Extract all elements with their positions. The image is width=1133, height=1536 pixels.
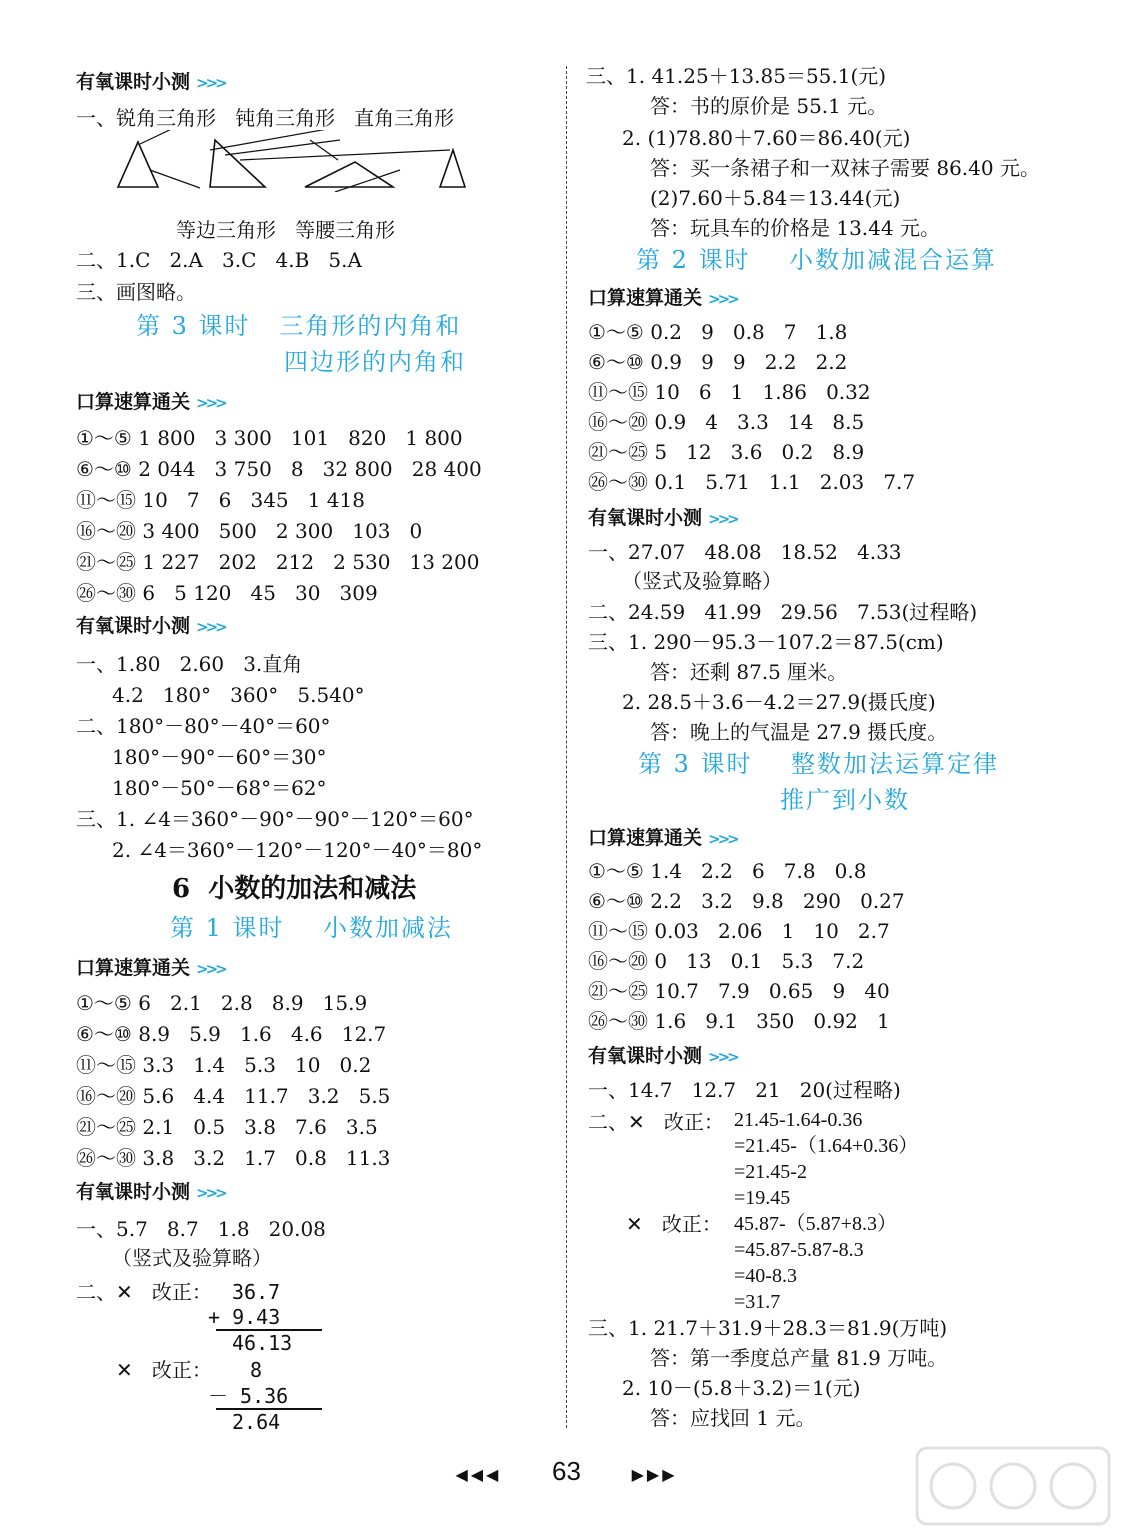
match-line xyxy=(140,130,180,144)
answer-line: ①～⑤ 0.2 9 0.8 7 1.8 xyxy=(588,320,848,344)
section-heading: 有氧课时小测 >>> xyxy=(76,1181,225,1203)
answer-line: 一、锐角三角形 钝角三角形 直角三角形 xyxy=(76,106,455,130)
section-heading: 口算速算通关 >>> xyxy=(588,287,737,309)
answer-line: 二、24.59 41.99 29.56 7.53(过程略) xyxy=(588,600,978,624)
lesson-title: 推广到小数 xyxy=(780,786,910,814)
section-heading: 有氧课时小测 >>> xyxy=(588,507,737,529)
answer-line: ㉖～㉚ 0.1 5.71 1.1 2.03 7.7 xyxy=(588,470,916,494)
answer-line: ㉑～㉕ 10.7 7.9 0.65 9 40 xyxy=(588,979,890,1003)
double-arrow-icon: >>> xyxy=(196,618,225,636)
vertical-calc-line: 36.7 xyxy=(232,1280,281,1304)
answer-line: ⑯～⑳ 0 13 0.1 5.3 7.2 xyxy=(588,949,865,973)
answer-line: ⑯～⑳ 0.9 4 3.3 14 8.5 xyxy=(588,410,865,434)
double-arrow-icon: >>> xyxy=(196,74,225,92)
calc-step: =31.7 xyxy=(734,1291,781,1313)
obtuse-triangle-shape xyxy=(305,162,393,187)
answer-line: ⑯～⑳ 5.6 4.4 11.7 3.2 5.5 xyxy=(76,1084,391,1108)
vertical-calc-line: + 9.43 xyxy=(208,1305,281,1329)
answer-line: 2. 10－(5.8＋3.2)＝1(元) xyxy=(622,1376,861,1400)
calc-step: 45.87-（5.87+8.3） xyxy=(734,1213,897,1235)
answer-line: 4.2 180° 360° 5.540° xyxy=(112,683,365,707)
answer-line: 三、画图略。 xyxy=(76,280,196,304)
answer-line: 答：书的原价是 55.1 元。 xyxy=(650,94,888,118)
answer-line: 答：玩具车的价格是 13.44 元。 xyxy=(650,216,940,240)
answer-line: 答：晚上的气温是 27.9 摄氏度。 xyxy=(650,720,948,744)
answer-line: 三、1. 290－95.3－107.2＝87.5(cm) xyxy=(588,630,944,654)
answer-line: ㉖～㉚ 6 5 120 45 30 309 xyxy=(76,581,378,605)
match-line xyxy=(210,130,350,150)
answer-line: 答：应找回 1 元。 xyxy=(650,1406,816,1430)
answer-line: 一、27.07 48.08 18.52 4.33 xyxy=(588,540,902,564)
answer-line: ✕ 改正： xyxy=(116,1358,212,1382)
calc-step: =19.45 xyxy=(734,1187,791,1209)
answer-line: ㉑～㉕ 1 227 202 212 2 530 13 200 xyxy=(76,550,480,574)
answer-line: 一、14.7 12.7 21 20(过程略) xyxy=(588,1078,901,1102)
answer-line: 一、1.80 2.60 3.直角 xyxy=(76,652,303,676)
double-arrow-icon: >>> xyxy=(196,960,225,978)
answer-line: 2. (1)78.80＋7.60＝86.40(元) xyxy=(622,126,911,150)
answer-line: 二、180°－80°－40°＝60° xyxy=(76,714,331,738)
answer-line: ⑥～⑩ 2 044 3 750 8 32 800 28 400 xyxy=(76,457,482,481)
answer-line: ⑪～⑮ 10 6 1 1.86 0.32 xyxy=(588,380,871,404)
answer-line: 180°－90°－60°＝30° xyxy=(112,745,327,769)
lesson-title: 第 3 课时 整数加法运算定律 xyxy=(638,750,1000,778)
answer-line: 答：买一条裙子和一双袜子需要 86.40 元。 xyxy=(650,156,1040,180)
double-arrow-icon: >>> xyxy=(196,1184,225,1202)
right-triangle-shape xyxy=(210,140,265,187)
answer-line: ①～⑤ 1.4 2.2 6 7.8 0.8 xyxy=(588,859,867,883)
answer-line: ㉑～㉕ 5 12 3.6 0.2 8.9 xyxy=(588,440,865,464)
section-heading: 有氧课时小测 >>> xyxy=(76,71,225,93)
answer-line: 答：第一季度总产量 81.9 万吨。 xyxy=(650,1346,948,1370)
calc-step: =45.87-5.87-8.3 xyxy=(734,1239,864,1261)
equilateral-triangle-shape xyxy=(118,142,158,187)
lesson-title: 四边形的内角和 xyxy=(284,348,466,376)
triangle-matching-figure xyxy=(110,130,480,192)
calc-step: 21.45-1.64-0.36 xyxy=(734,1109,863,1131)
answer-line: 二、✕ 改正： xyxy=(588,1110,724,1134)
lesson-title: 第 1 课时 小数加减法 xyxy=(170,914,454,942)
answer-line: 2. ∠4＝360°－120°－120°－40°＝80° xyxy=(112,838,483,862)
answer-line: 三、1. ∠4＝360°－90°－90°－120°＝60° xyxy=(76,807,474,831)
next-arrows-icon: ▶▶▶ xyxy=(631,1467,678,1484)
answer-line: ⑥～⑩ 0.9 9 9 2.2 2.2 xyxy=(588,350,848,374)
vertical-calc-line: 46.13 xyxy=(232,1331,293,1355)
section-heading: 有氧课时小测 >>> xyxy=(588,1045,737,1067)
double-arrow-icon: >>> xyxy=(708,290,737,308)
vertical-calc-line: － 5.36 xyxy=(208,1384,289,1408)
match-line xyxy=(225,140,340,155)
answer-line: ⑯～⑳ 3 400 500 2 300 103 0 xyxy=(76,519,423,543)
answer-line: ⑥～⑩ 8.9 5.9 1.6 4.6 12.7 xyxy=(76,1022,387,1046)
section-heading: 口算速算通关 >>> xyxy=(76,391,225,413)
double-arrow-icon: >>> xyxy=(708,510,737,528)
section-heading: 口算速算通关 >>> xyxy=(76,957,225,979)
match-line xyxy=(335,170,400,192)
match-line xyxy=(240,150,450,160)
double-arrow-icon: >>> xyxy=(708,1048,737,1066)
calc-step: =21.45-2 xyxy=(734,1161,807,1183)
answer-line: ⑪～⑮ 0.03 2.06 1 10 2.7 xyxy=(588,919,890,943)
answer-line: ⑪～⑮ 10 7 6 345 1 418 xyxy=(76,488,365,512)
lesson-title: 第 2 课时 小数加减混合运算 xyxy=(636,246,998,274)
answer-line: ✕ 改正： xyxy=(626,1212,722,1236)
answer-line: (2)7.60＋5.84＝13.44(元) xyxy=(650,186,901,210)
answer-line: 三、1. 21.7＋31.9＋28.3＝81.9(万吨) xyxy=(588,1316,948,1340)
answer-line: 三、1. 41.25＋13.85＝55.1(元) xyxy=(586,64,887,88)
prev-arrows-icon: ◀◀◀ xyxy=(455,1467,502,1484)
answer-line: ㉑～㉕ 2.1 0.5 3.8 7.6 3.5 xyxy=(76,1115,378,1139)
answer-line: 二、1.C 2.A 3.C 4.B 5.A xyxy=(76,248,362,272)
answer-line: 2. 28.5＋3.6－4.2＝27.9(摄氏度) xyxy=(622,690,936,714)
answer-line: ⑪～⑮ 3.3 1.4 5.3 10 0.2 xyxy=(76,1053,372,1077)
answer-line: ①～⑤ 6 2.1 2.8 8.9 15.9 xyxy=(76,991,368,1015)
section-heading: 口算速算通关 >>> xyxy=(588,827,737,849)
chapter-title: 6 小数的加法和减法 xyxy=(172,874,417,904)
double-arrow-icon: >>> xyxy=(708,830,737,848)
watermark-logo xyxy=(913,1444,1113,1528)
answer-line: ⑥～⑩ 2.2 3.2 9.8 290 0.27 xyxy=(588,889,905,913)
section-heading: 有氧课时小测 >>> xyxy=(76,615,225,637)
answer-line: 答：还剩 87.5 厘米。 xyxy=(650,660,848,684)
double-arrow-icon: >>> xyxy=(196,394,225,412)
answer-line: 180°－50°－68°＝62° xyxy=(112,776,327,800)
vertical-calc-line: 2.64 xyxy=(232,1410,281,1434)
answer-line: （竖式及验算略） xyxy=(622,569,782,593)
answer-line: （竖式及验算略） xyxy=(112,1246,272,1270)
answer-line: 一、5.7 8.7 1.8 20.08 xyxy=(76,1217,326,1241)
calc-step: =21.45-（1.64+0.36） xyxy=(734,1135,919,1157)
answer-line: 等边三角形 等腰三角形 xyxy=(176,218,396,242)
lesson-title: 第 3 课时 三角形的内角和 xyxy=(136,312,462,340)
vertical-calc-line: 8 xyxy=(250,1358,263,1382)
calc-step: =40-8.3 xyxy=(734,1265,797,1287)
answer-line: ㉖～㉚ 3.8 3.2 1.7 0.8 11.3 xyxy=(76,1146,391,1170)
answer-line: 二、✕ 改正： xyxy=(76,1280,212,1304)
column-divider xyxy=(566,66,567,1428)
answer-line: ①～⑤ 1 800 3 300 101 820 1 800 xyxy=(76,426,463,450)
isosceles-triangle-shape xyxy=(440,150,465,187)
page-number: 63 xyxy=(552,1456,581,1486)
answer-line: ㉖～㉚ 1.6 9.1 350 0.92 1 xyxy=(588,1009,890,1033)
